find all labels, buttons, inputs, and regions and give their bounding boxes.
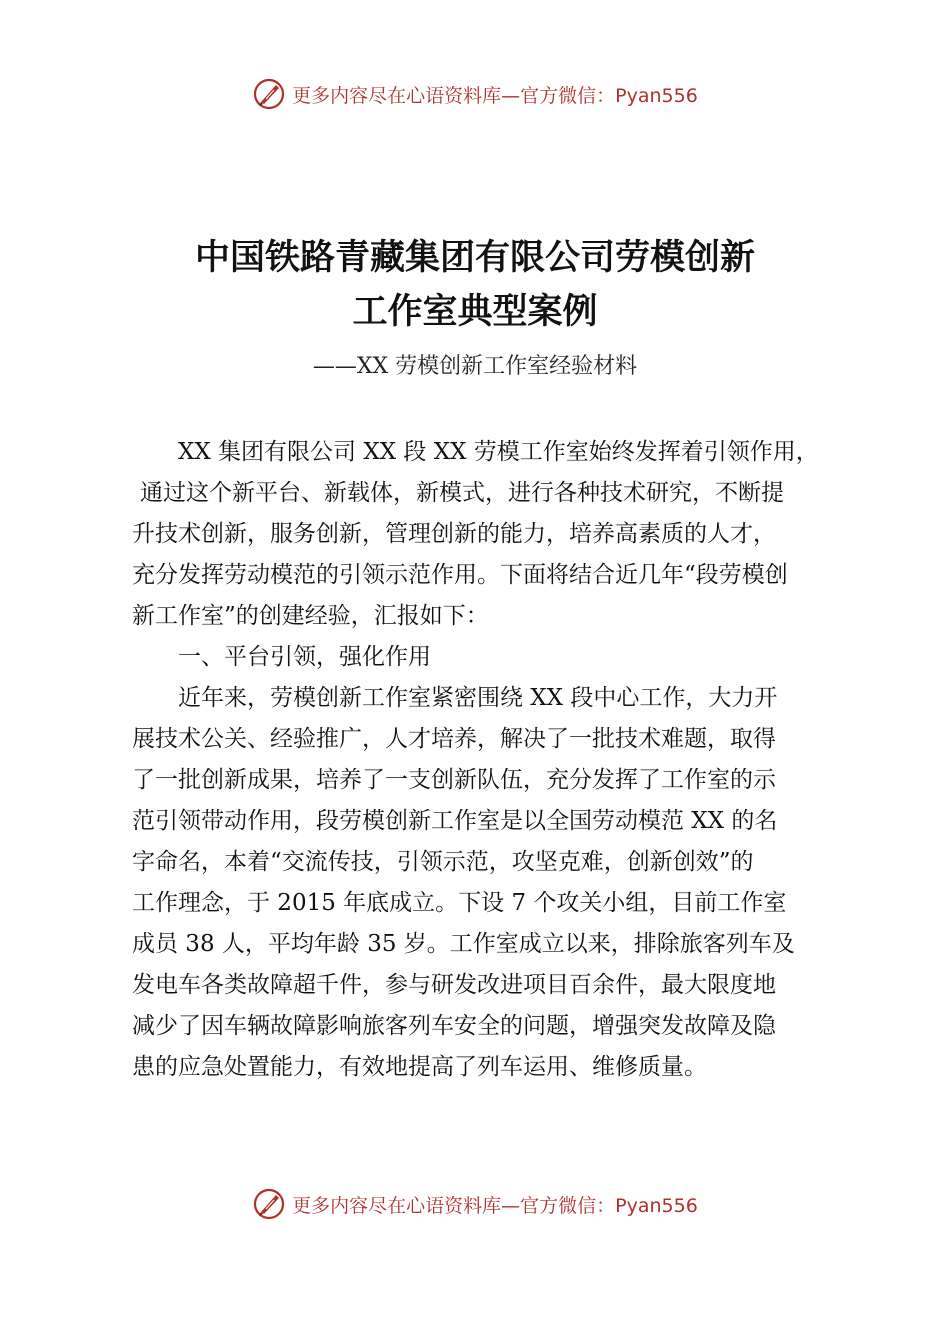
- section-heading: 一、平台引领，强化作用: [178, 644, 431, 670]
- paragraph-line: 新工作室”的创建经验，汇报如下：: [132, 603, 489, 629]
- paragraph-line: XX 集团有限公司 XX 段 XX 劳模工作室始终发挥着引领作用，: [178, 439, 819, 465]
- paragraph-line: 范引领带动作用，段劳模创新工作室是以全国劳动模范 XX 的名: [132, 808, 778, 834]
- paragraph-line: 了一批创新成果，培养了一支创新队伍，充分发挥了工作室的示: [132, 767, 776, 793]
- quill-pen-icon: [252, 1187, 286, 1221]
- document-body: [132, 432, 832, 1088]
- paragraph-line: 通过这个新平台、新载体，新模式，进行各种技术研究，不断提: [140, 480, 784, 506]
- paragraph-line: 升技术创新，服务创新，管理创新的能力，培养高素质的人才，: [132, 521, 776, 547]
- paragraph-line: 工作理念，于 2015 年底成立。下设 7 个攻关小组，目前工作室: [132, 890, 787, 916]
- paragraph-line: 展技术公关、经验推广，人才培养，解决了一批技术难题，取得: [132, 726, 776, 752]
- header-watermark: [0, 74, 950, 114]
- paragraph-line: 患的应急处置能力，有效地提高了列车运用、维修质量。: [132, 1054, 707, 1080]
- paragraph-line: 减少了因车辆故障影响旅客列车安全的问题，增强突发故障及隐: [132, 1013, 776, 1039]
- watermark-text: 更多内容尽在心语资料库—官方微信：Pyan556: [292, 1194, 698, 1217]
- watermark-text: 更多内容尽在心语资料库—官方微信：Pyan556: [292, 84, 698, 107]
- document-title-line-1: 中国铁路青藏集团有限公司劳模创新: [194, 238, 755, 278]
- footer-watermark: [0, 1184, 950, 1224]
- paragraph-line: 字命名，本着“交流传技，引领示范，攻坚克难，创新创效”的: [132, 849, 754, 875]
- quill-pen-icon: [252, 77, 286, 111]
- document-subtitle: ——XX 劳模创新工作室经验材料: [312, 354, 638, 379]
- paragraph-line: 成员 38 人，平均年龄 35 岁。工作室成立以来，排除旅客列车及: [132, 931, 795, 957]
- paragraph-line: 发电车各类故障超千件，参与研发改进项目百余件，最大限度地: [132, 972, 776, 998]
- paragraph-line: 近年来，劳模创新工作室紧密围绕 XX 段中心工作，大力开: [178, 685, 778, 711]
- paragraph-line: 充分发挥劳动模范的引领示范作用。下面将结合近几年“段劳模创: [132, 562, 788, 588]
- document-title-line-2: 工作室典型案例: [352, 292, 598, 332]
